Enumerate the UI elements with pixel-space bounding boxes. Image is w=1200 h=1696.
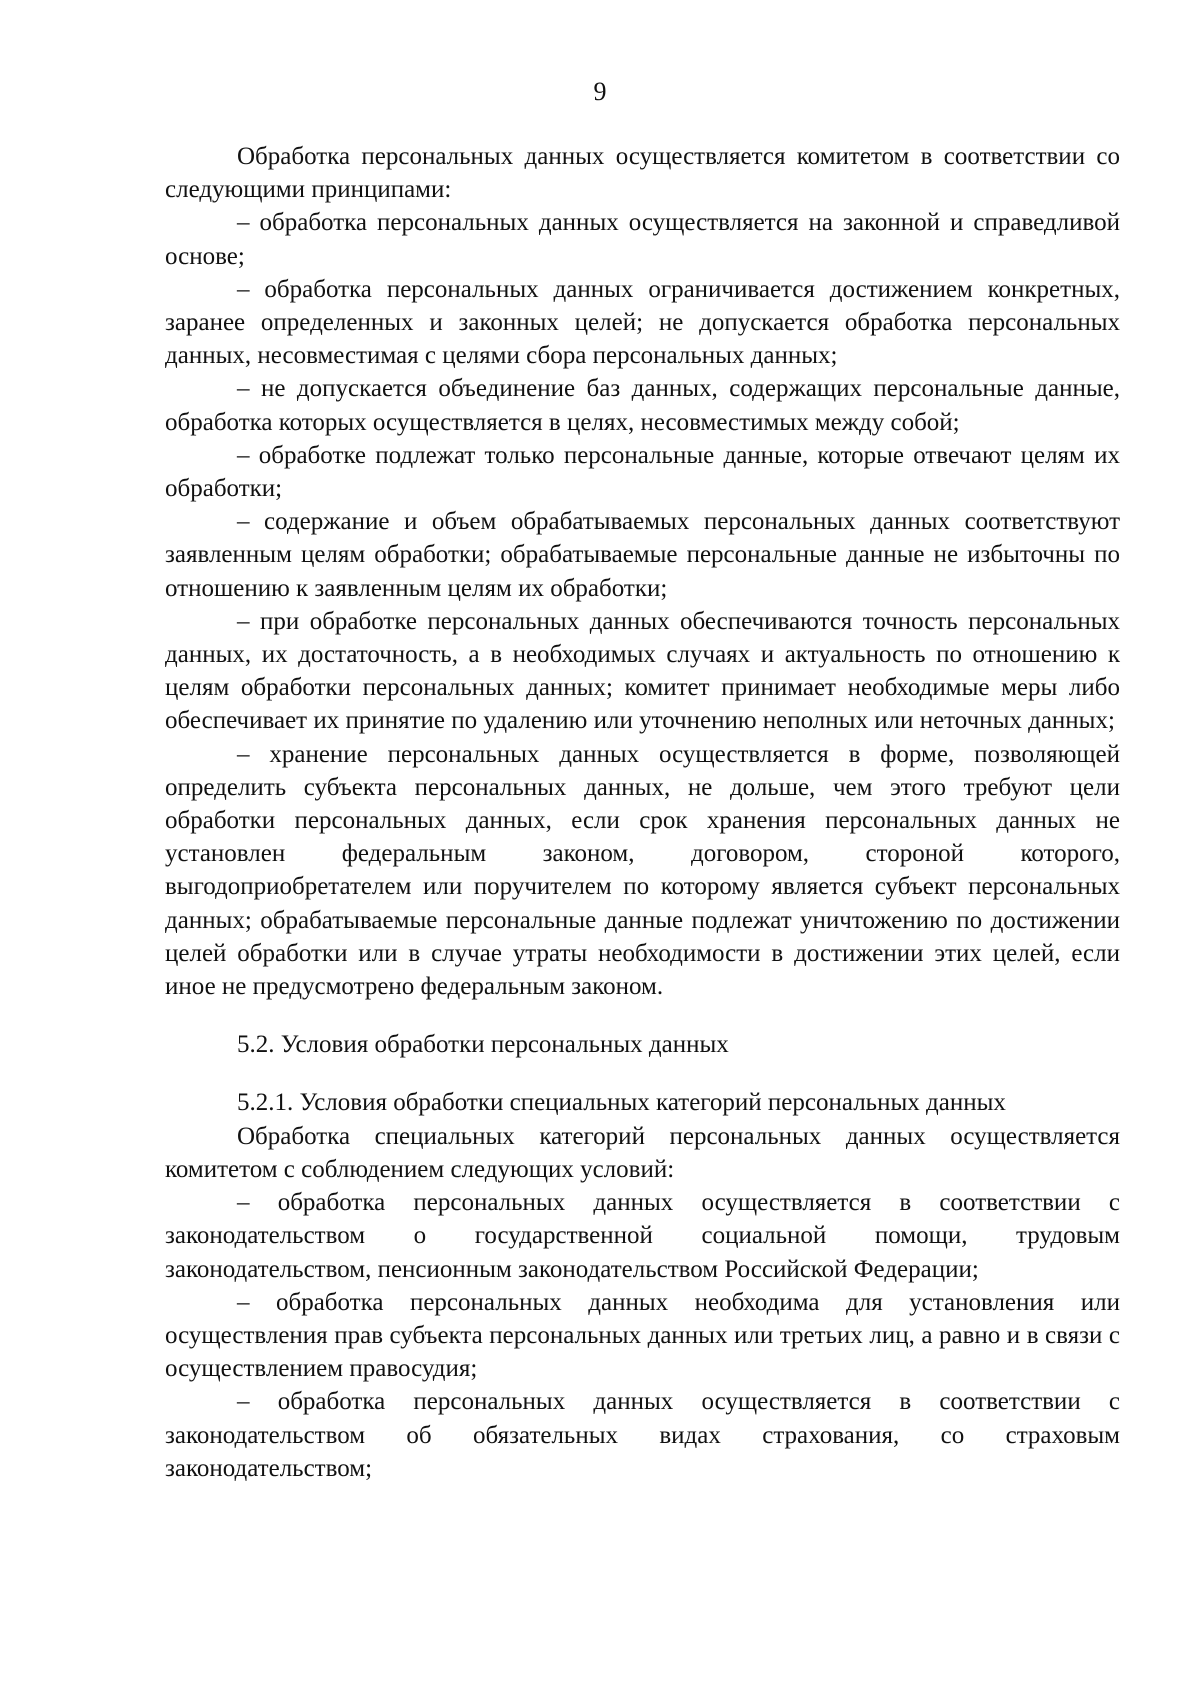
paragraph-gap (165, 1003, 1120, 1028)
page-number: 9 (593, 77, 607, 106)
condition-item: – обработка персональных данных осуществляется в соответствии с законодательством об обязательных видах страхования, со страховым законодательством; (165, 1388, 1120, 1482)
intro-paragraph: Обработка персональных данных осуществляется комитетом в соответствии со следующими принципами: (165, 143, 1120, 204)
principle-item: – не допускается объединение баз данных, содержащих персональные данные, обработка которых осуществляется в целях, несовместимых между собой; (165, 375, 1120, 436)
condition-item: – обработка персональных данных осуществляется в соответствии с законодательством о государственной социальной помощи, трудовым законодательством, пенсионным законодательством Российской Федерации; (165, 1189, 1120, 1283)
principle-item: – обработка персональных данных осуществляется на законной и справедливой основе; (165, 209, 1120, 270)
document-body (165, 140, 1120, 1485)
principle-item: – содержание и объем обрабатываемых персональных данных соответствуют заявленным целям обработки; обрабатываемые персональные данные не избыточны по отношению к заявленным целям их обработки; (165, 508, 1120, 602)
section-heading: 5.2. Условия обработки персональных данных (237, 1031, 729, 1059)
principle-item: – обработка персональных данных ограничивается достижением конкретных, заранее определенных и законных целей; не допускается обработка персональных данных, несовместимая с целями сбора персональных данных; (165, 275, 1120, 370)
condition-item: – обработка персональных данных необходима для установления или осуществления прав субъекта персональных данных или третьих лиц, а равно и в связи с осуществлением правосудия; (165, 1288, 1120, 1383)
paragraph-gap (165, 1061, 1120, 1086)
principle-item: – при обработке персональных данных обеспечиваются точность персональных данных, их достаточность, а в необходимых случаях и актуальность по отношению к целям обработки персональных данных; комитет принимает необходимые меры либо обеспечивает их принятие по удалению или уточнению неполных или неточных данных; (165, 607, 1120, 735)
subsection-heading: 5.2.1. Условия обработки специальных категорий персональных данных (237, 1089, 1006, 1117)
principle-item: – хранение персональных данных осуществляется в форме, позволяющей определить субъекта персональных данных, не дольше, чем этого требуют цели обработки персональных данных, если срок хранения персональных данных не установлен федеральным законом, договором, стороной которого, выгодоприобретателем или поручителем по которому является субъект персональных данных; обрабатываемые персональные данные подлежат уничтожению по достижении целей обработки или в случае утраты необходимости в достижении этих целей, если иное не предусмотрено федеральным законом. (165, 740, 1120, 1001)
principle-item: – обработке подлежат только персональные данные, которые отвечают целям их обработки; (165, 441, 1120, 503)
subsection-intro-paragraph: Обработка специальных категорий персональных данных осуществляется комитетом с соблюдением следующих условий: (165, 1122, 1120, 1183)
